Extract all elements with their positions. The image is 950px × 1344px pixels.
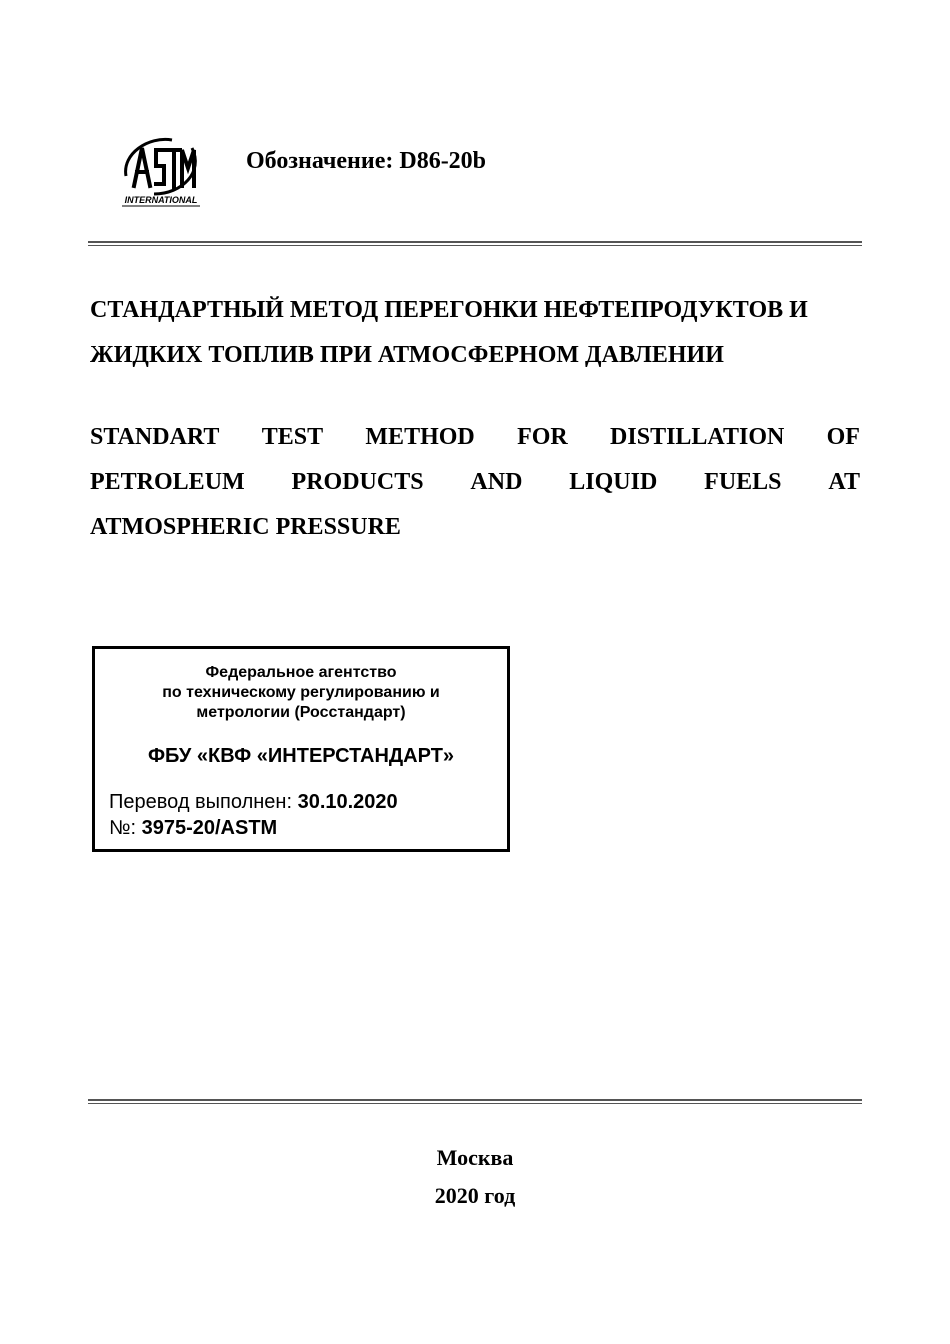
title-english	[90, 415, 860, 550]
title-russian	[90, 288, 860, 378]
title-ru-line-1: СТАНДАРТНЫЙ МЕТОД ПЕРЕГОНКИ НЕФТЕПРОДУКТОВ И	[90, 297, 808, 323]
designation-code: D86-20b	[399, 148, 487, 174]
title-en-word: AT	[828, 469, 860, 495]
stamp-agency-line-3: метрологии (Росстандарт)	[196, 704, 406, 721]
title-en-word: METHOD	[365, 424, 475, 450]
title-en-word: OF	[826, 424, 860, 450]
stamp-number-row	[109, 817, 277, 840]
publication-year: 2020 год	[434, 1183, 516, 1208]
stamp-number-value: 3975-20	[141, 817, 215, 839]
title-en-word: TEST	[261, 424, 324, 450]
stamp-translation-date: 30.10.2020	[297, 791, 398, 813]
stamp-number-suffix: /ASTM	[214, 817, 278, 839]
bottom-divider	[88, 1099, 862, 1104]
title-en-line-3: ATMOSPHERIC PRESSURE	[90, 514, 401, 540]
title-en-word: AND	[470, 469, 523, 495]
title-ru-line-2: ЖИДКИХ ТОПЛИВ ПРИ АТМОСФЕРНОМ ДАВЛЕНИИ	[90, 342, 724, 368]
title-en-word: PETROLEUM	[90, 469, 245, 495]
stamp-agency-line-1: Федеральное агентство	[205, 664, 397, 681]
title-en-line-2	[90, 460, 860, 505]
title-en-word: FUELS	[704, 469, 782, 495]
stamp-translation-row	[109, 791, 398, 814]
title-en-line-1	[90, 415, 860, 460]
designation-label: Обозначение:	[246, 148, 394, 174]
translation-stamp	[92, 646, 510, 852]
stamp-agency	[95, 663, 507, 723]
stamp-organization: ФБУ «КВФ «ИНТЕРСТАНДАРТ»	[147, 745, 455, 767]
designation	[246, 148, 486, 175]
title-en-word: FOR	[517, 424, 568, 450]
publication-city: Москва	[436, 1145, 514, 1170]
title-en-word: LIQUID	[569, 469, 658, 495]
stamp-translation-label: Перевод выполнен:	[109, 791, 293, 813]
stamp-agency-line-2: по техническому регулированию и	[162, 684, 440, 701]
astm-logo-icon	[118, 132, 204, 208]
stamp-number-label: №:	[109, 817, 137, 839]
astm-logo	[118, 132, 204, 208]
title-en-word: DISTILLATION	[610, 424, 785, 450]
title-en-word: STANDART	[90, 424, 220, 450]
top-divider	[88, 241, 862, 246]
title-en-word: PRODUCTS	[291, 469, 424, 495]
logo-text: INTERNATIONAL	[124, 195, 198, 205]
